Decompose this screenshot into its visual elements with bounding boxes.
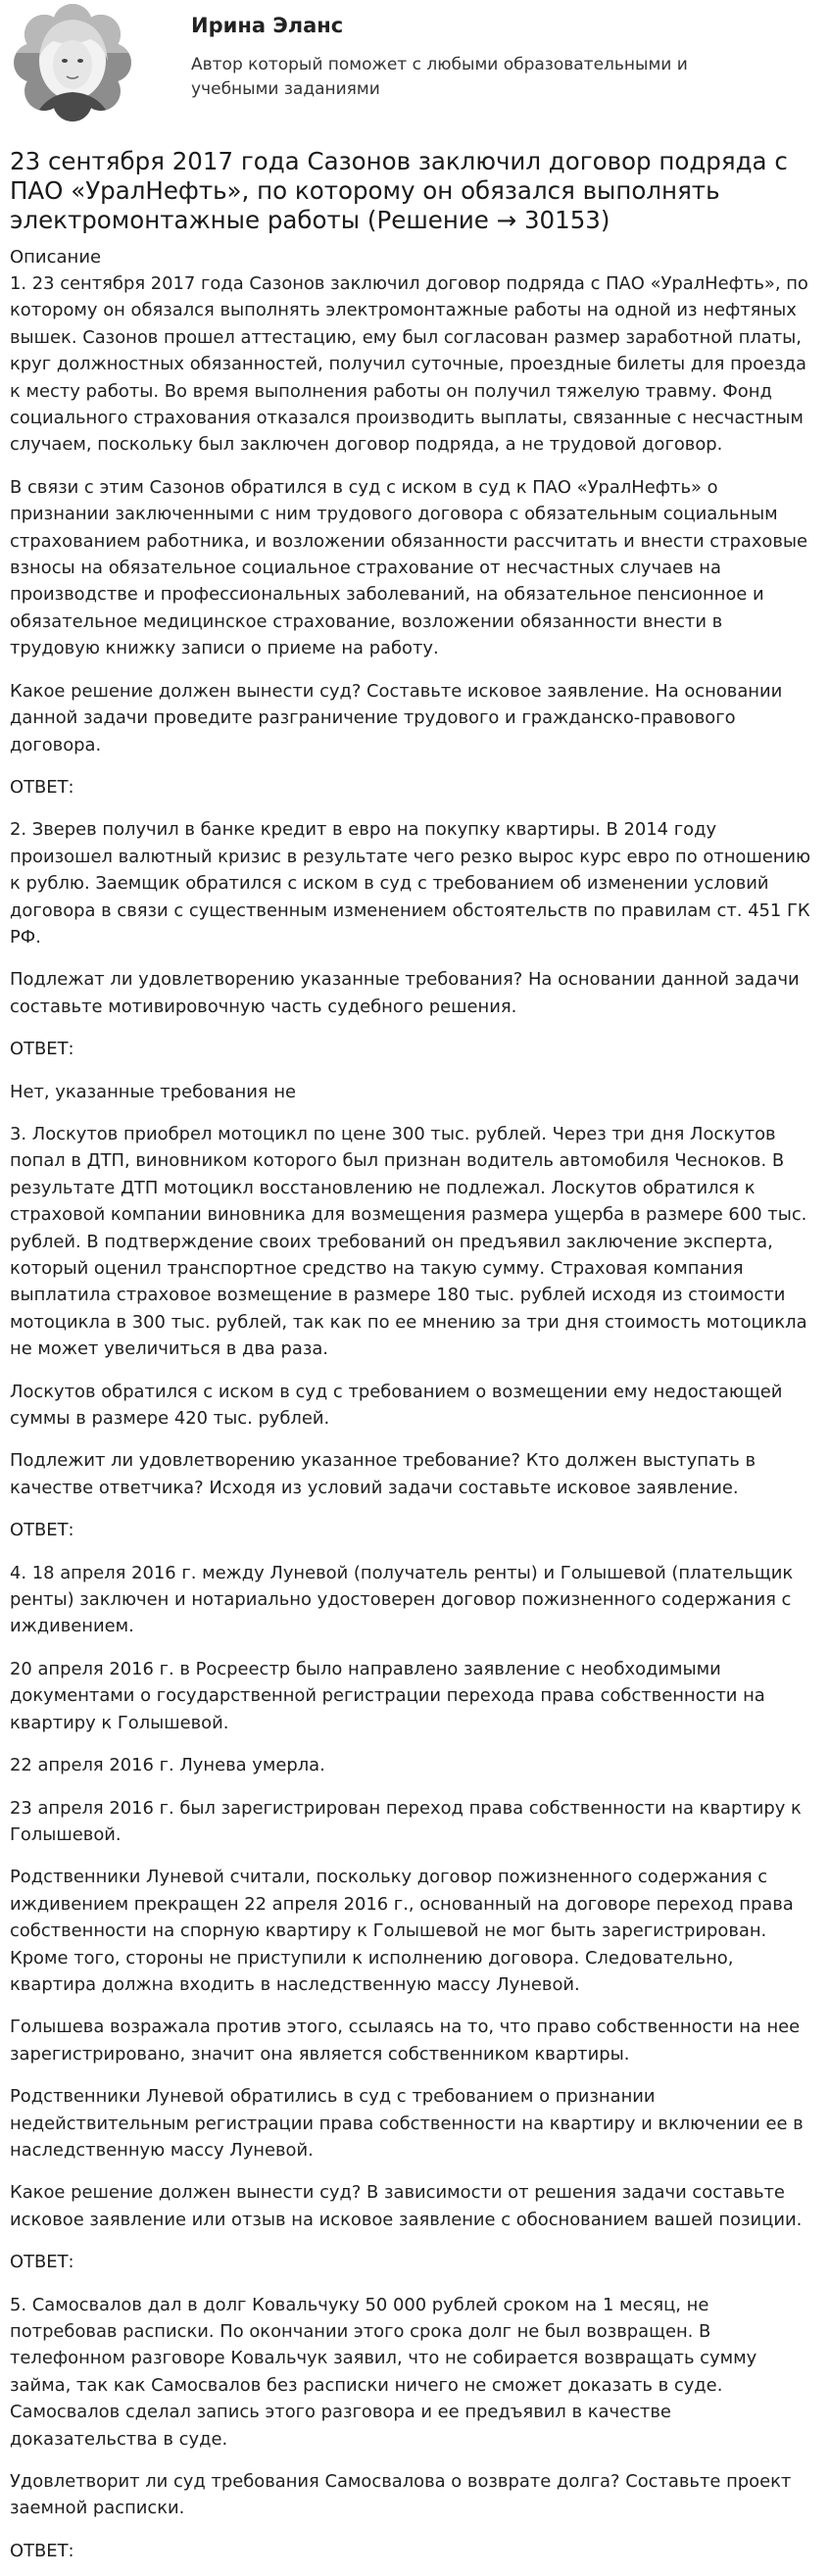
answer-label: ОТВЕТ: (10, 2252, 74, 2273)
description-label: Описание (10, 247, 102, 267)
paragraph: Нет, указанные требования не (10, 1081, 297, 1102)
paragraph: Какое решение должен вынести суд? В зависимости от решения задачи составьте исковое заявление или отзыв на исковое заявление с обоснованием вашей позиции. (10, 2182, 803, 2230)
paragraph: Родственники Луневой обратились в суд с требованием о признании недействительным регистрации права собственности на квартиру и включении ее в наследственную массу Луневой. (10, 2086, 804, 2161)
paragraph: 3. Лоскутов приобрел мотоцикл по цене 300 тыс. рублей. Через три дня Лоскутов попал в ДТП, виновником которого был признан водитель автомобиля Чесноков. В результате ДТП мотоцикл восстановлению не подлежал. Лоскутов обратился к страховой компании виновника для возмещения размера ущерба в размере 600 тыс. рублей. В подтверждение своих требований он предъявил заключение эксперта, который оценил транспортное средство на такую сумму. Страховая компания выплатила страховое возмещение в размере 180 тыс. рублей исходя из стоимости мотоцикла в 300 тыс. рублей, так как по ее мнению за три дня стоимость мотоцикла не может увеличиться в два раза. (10, 1123, 807, 1360)
paragraph: Родственники Луневой считали, поскольку договор пожизненного содержания с иждивением прекращен 22 апреля 2016 г., основанный на договоре переход права собственности на спорную квартиру к Голышевой не мог быть зарегистрирован. Кроме того, стороны не приступили к исполнению договора. Следовательно, квартира должна входить в наследственную массу Луневой. (10, 1867, 794, 1995)
description-body (10, 270, 816, 2564)
paragraph: 23 апреля 2016 г. был зарегистрирован переход права собственности на квартиру к Голышевой. (10, 1797, 802, 1845)
paragraph: 4. 18 апреля 2016 г. между Луневой (получатель ренты) и Голышевой (плательщик ренты) заключен и нотариально удостоверен договор пожизненного содержания с иждивением. (10, 1562, 794, 1637)
paragraph: Какое решение должен вынести суд? Составьте исковое заявление. На основании данной задачи проведите разграничение трудового и гражданско-правового договора. (10, 680, 783, 755)
paragraph: Подлежат ли удовлетворению указанные требования? На основании данной задачи составьте мотивировочную часть судебного решения. (10, 969, 800, 1017)
paragraph: 20 апреля 2016 г. в Росреестр было направлено заявление с необходимыми документами о государственной регистрации перехода права собственности на квартиру к Голышевой. (10, 1658, 765, 1733)
author-avatar (14, 4, 131, 122)
paragraph: Голышева возражала против этого, ссылаясь на то, что право собственности на нее зарегистрировано, значит она является собственником квартиры. (10, 2017, 801, 2065)
author-info (191, 14, 779, 102)
paragraph: 1. 23 сентября 2017 года Сазонов заключил договор подряда с ПАО «УралНефть», по которому он обязался выполнять электромонтажные работы на одной из нефтяных вышек. Сазонов прошел аттестацию, ему был согласован размер заработной платы, круг должностных обязанностей, получил суточные, проездные билеты для проезда к месту работы. Во время выполнения работы он получил тяжелую травму. Фонд социального страхования отказался производить выплаты, связанные с несчастным случаем, поскольку был заключен договор подряда, а не трудовой договор. (10, 273, 808, 456)
author-description: Автор который поможет с любыми образовательными и учебными заданиями (191, 55, 688, 99)
answer-label: ОТВЕТ: (10, 2540, 74, 2561)
paragraph: Лоскутов обратился с иском в суд с требованием о возмещении ему недостающей суммы в размере 420 тыс. рублей. (10, 1381, 783, 1430)
paragraph: Подлежит ли удовлетворению указанное требование? Кто должен выступать в качестве ответчика? Исходя из условий задачи составьте исковое заявление. (10, 1450, 757, 1498)
paragraph: Удовлетворит ли суд требования Самосвалова о возврате долга? Составьте проект заемной расписки. (10, 2471, 792, 2519)
paragraph: В связи с этим Сазонов обратился в суд с иском в суд к ПАО «УралНефть» о признании заключенными с ним трудового договора с обязательным социальным страхованием работника, и возложении обязанности рассчитать и внести страховые взносы на обязательное социальное страхование от несчастных случаев на производстве и профессиональных заболеваний, на обязательное пенсионное и обязательное медицинское страхование, возложении обязанности внести в трудовую книжку записи о приеме на работу. (10, 476, 808, 659)
paragraph: 2. Зверев получил в банке кредит в евро на покупку квартиры. В 2014 году произошел валютный кризис в результате чего резко вырос курс евро по отношению к рублю. Заемщик обратился с иском в суд с требованием об изменении условий договора в связи с существенным изменением обстоятельств по правилам ст. 451 ГК РФ. (10, 819, 811, 948)
paragraph: 22 апреля 2016 г. Лунева умерла. (10, 1755, 325, 1776)
answer-label: ОТВЕТ: (10, 1520, 74, 1541)
task-title: 23 сентября 2017 года Сазонов заключил договор подряда с ПАО «УралНефть», по которому он обязался выполнять электромонтажные работы (Решение → 30153) (10, 147, 788, 234)
author-name[interactable]: Ирина Эланс (191, 14, 344, 37)
answer-label: ОТВЕТ: (10, 1039, 74, 1060)
author-block (10, 0, 816, 127)
answer-label: ОТВЕТ: (10, 776, 74, 798)
paragraph: 5. Самосвалов дал в долг Ковальчуку 50 000 рублей сроком на 1 месяц, не потребовав расписки. По окончании этого срока долг не был возвращен. В телефонном разговоре Ковальчук заявил, что не собирается возвращать сумму займа, так как Самосвалов без расписки ничего не сможет доказать в суде. Самосвалов сделал запись этого разговора и ее предъявил в качестве доказательства в суде. (10, 2294, 757, 2450)
